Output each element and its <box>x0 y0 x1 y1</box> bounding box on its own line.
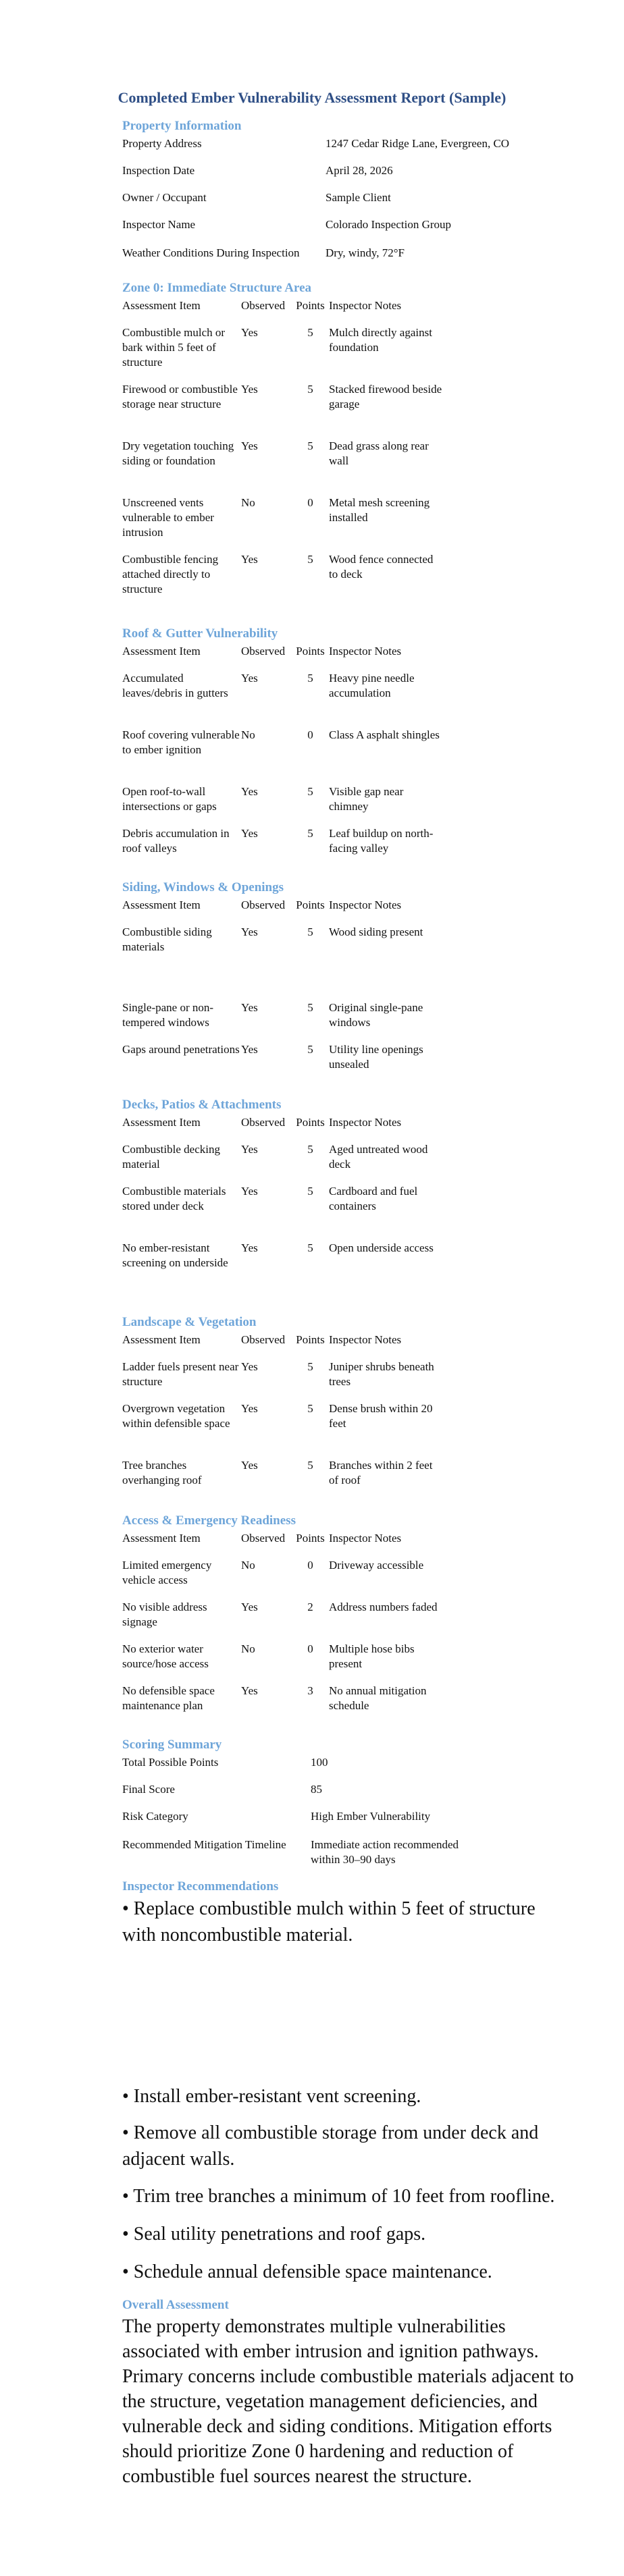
row-observed: Yes <box>241 1043 258 1056</box>
row-points: 5 <box>307 925 313 938</box>
row-points: 5 <box>307 1360 313 1373</box>
property-label: Owner / Occupant <box>122 191 207 204</box>
row-notes: Cardboard and fuel containers <box>329 1185 418 1212</box>
row-points: 5 <box>307 1001 313 1014</box>
property-heading: Property Information <box>122 119 242 133</box>
row-points: 5 <box>307 1043 313 1056</box>
row-item: Limited emergency vehicle access <box>122 1559 212 1586</box>
row-item: Combustible materials stored under deck <box>122 1185 226 1212</box>
column-header-item: Assessment Item <box>122 898 201 911</box>
row-notes: Utility line openings unsealed <box>329 1043 423 1071</box>
row-points: 0 <box>307 1642 313 1655</box>
row-item: Combustible siding materials <box>122 925 212 953</box>
column-header-item: Assessment Item <box>122 1116 201 1129</box>
row-item: Overgrown vegetation within defensible space <box>122 1402 230 1430</box>
row-notes: Driveway accessible <box>329 1559 424 1572</box>
row-item: Debris accumulation in roof valleys <box>122 827 230 855</box>
row-observed: Yes <box>241 326 258 339</box>
row-notes: Wood fence connected to deck <box>329 553 434 581</box>
row-notes: Metal mesh screening installed <box>329 496 430 524</box>
row-item: No visible address signage <box>122 1601 207 1628</box>
column-header-notes: Inspector Notes <box>329 1333 402 1346</box>
row-observed: Yes <box>241 1684 258 1697</box>
row-notes: Stacked firewood beside garage <box>329 383 442 410</box>
row-observed: Yes <box>241 383 258 396</box>
report-title: Completed Ember Vulnerability Assessment Report (Sample) <box>118 89 506 106</box>
row-points: 5 <box>307 326 313 339</box>
row-observed: Yes <box>241 1143 258 1156</box>
row-notes: No annual mitigation schedule <box>329 1684 427 1712</box>
section-heading: Siding, Windows & Openings <box>122 880 284 894</box>
section-heading: Roof & Gutter Vulnerability <box>122 626 278 641</box>
row-notes: Dense brush within 20 feet <box>329 1402 433 1430</box>
row-points: 0 <box>307 728 313 741</box>
row-points: 5 <box>307 672 313 685</box>
row-notes: Class A asphalt shingles <box>329 728 440 741</box>
row-item: No exterior water source/hose access <box>122 1642 209 1670</box>
column-header-observed: Observed <box>241 645 286 658</box>
scoring-label: Recommended Mitigation Timeline <box>122 1838 286 1851</box>
row-item: Dry vegetation touching siding or foundation <box>122 439 234 467</box>
recommendation-item: • Remove all combustible storage from under deck and adjacent walls. <box>122 2122 539 2170</box>
column-header-points: Points <box>296 1333 325 1346</box>
row-notes: Open underside access <box>329 1241 434 1254</box>
row-notes: Leaf buildup on north-facing valley <box>329 827 434 855</box>
scoring-heading: Scoring Summary <box>122 1738 222 1752</box>
column-header-points: Points <box>296 299 325 312</box>
column-header-observed: Observed <box>241 898 286 911</box>
recommendations-heading: Inspector Recommendations <box>122 1879 279 1894</box>
recommendation-item: • Install ember-resistant vent screening. <box>122 2086 421 2107</box>
property-label: Weather Conditions During Inspection <box>122 246 300 259</box>
scoring-label: Total Possible Points <box>122 1756 219 1769</box>
row-notes: Wood siding present <box>329 925 423 938</box>
row-observed: Yes <box>241 1459 258 1472</box>
row-points: 3 <box>307 1684 313 1697</box>
column-header-notes: Inspector Notes <box>329 1532 402 1545</box>
column-header-notes: Inspector Notes <box>329 299 402 312</box>
row-item: Open roof-to-wall intersections or gaps <box>122 785 217 813</box>
row-points: 0 <box>307 496 313 509</box>
row-observed: No <box>241 1642 255 1655</box>
section-heading: Access & Emergency Readiness <box>122 1513 296 1528</box>
row-notes: Dead grass along rear wall <box>329 439 429 467</box>
property-label: Inspection Date <box>122 164 195 177</box>
row-notes: Juniper shrubs beneath trees <box>329 1360 434 1388</box>
property-label: Property Address <box>122 137 202 150</box>
column-header-points: Points <box>296 645 325 658</box>
scoring-value: Immediate action recommended within 30–90 days <box>311 1838 459 1866</box>
column-header-item: Assessment Item <box>122 1532 201 1545</box>
scoring-label: Final Score <box>122 1783 175 1796</box>
row-notes: Multiple hose bibs present <box>329 1642 415 1670</box>
row-item: Ladder fuels present near structure <box>122 1360 239 1388</box>
row-observed: Yes <box>241 925 258 938</box>
column-header-observed: Observed <box>241 1333 286 1346</box>
row-notes: Aged untreated wood deck <box>329 1143 428 1171</box>
recommendation-item: • Trim tree branches a minimum of 10 feet from roofline. <box>122 2186 555 2207</box>
row-observed: Yes <box>241 1402 258 1415</box>
property-value: Dry, windy, 72°F <box>326 246 405 259</box>
row-item: Tree branches overhanging roof <box>122 1459 202 1486</box>
property-label: Inspector Name <box>122 218 196 231</box>
row-notes: Address numbers faded <box>329 1601 438 1613</box>
scoring-value: 85 <box>311 1783 322 1796</box>
property-value: Sample Client <box>326 191 391 204</box>
property-value: 1247 Cedar Ridge Lane, Evergreen, CO <box>326 137 510 150</box>
scoring-value: High Ember Vulnerability <box>311 1810 431 1823</box>
row-points: 5 <box>307 1185 313 1198</box>
recommendation-item: • Seal utility penetrations and roof gaps. <box>122 2224 426 2245</box>
row-observed: Yes <box>241 1241 258 1254</box>
property-value: April 28, 2026 <box>326 164 393 177</box>
overall-heading: Overall Assessment <box>122 2298 229 2312</box>
row-notes: Mulch directly against foundation <box>329 326 432 354</box>
row-item: Accumulated leaves/debris in gutters <box>122 672 228 699</box>
row-item: Single-pane or non-tempered windows <box>122 1001 214 1029</box>
row-notes: Heavy pine needle accumulation <box>329 672 415 699</box>
row-observed: No <box>241 728 255 741</box>
row-points: 5 <box>307 383 313 396</box>
section-heading: Zone 0: Immediate Structure Area <box>122 281 312 295</box>
section-heading: Decks, Patios & Attachments <box>122 1098 282 1112</box>
row-item: No ember-resistant screening on underside <box>122 1241 228 1269</box>
row-observed: Yes <box>241 1001 258 1014</box>
row-notes: Branches within 2 feet of roof <box>329 1459 433 1486</box>
row-observed: Yes <box>241 785 258 798</box>
row-observed: Yes <box>241 1185 258 1198</box>
row-observed: Yes <box>241 439 258 452</box>
row-observed: No <box>241 496 255 509</box>
overall-text: The property demonstrates multiple vulnerabilities associated with ember intrusion and ignition pathways. Primary concerns include combustible materials adjacent to the structure, vegetation management deficiencies, and vulnerable deck and siding conditions. Mitigation efforts should prioritize Zone 0 hardening and reduction of combustible fuel sources nearest the structure. <box>122 2316 574 2487</box>
row-observed: No <box>241 1559 255 1572</box>
column-header-notes: Inspector Notes <box>329 645 402 658</box>
column-header-observed: Observed <box>241 1116 286 1129</box>
row-points: 0 <box>307 1559 313 1572</box>
column-header-observed: Observed <box>241 299 286 312</box>
column-header-observed: Observed <box>241 1532 286 1545</box>
row-item: No defensible space maintenance plan <box>122 1684 215 1712</box>
column-header-points: Points <box>296 1532 325 1545</box>
row-item: Combustible decking material <box>122 1143 220 1171</box>
row-points: 5 <box>307 785 313 798</box>
row-observed: Yes <box>241 553 258 566</box>
row-observed: Yes <box>241 1360 258 1373</box>
column-header-item: Assessment Item <box>122 645 201 658</box>
row-observed: Yes <box>241 827 258 840</box>
section-heading: Landscape & Vegetation <box>122 1315 257 1329</box>
column-header-points: Points <box>296 1116 325 1129</box>
column-header-notes: Inspector Notes <box>329 1116 402 1129</box>
row-points: 5 <box>307 827 313 840</box>
row-item: Firewood or combustible storage near structure <box>122 383 238 410</box>
scoring-label: Risk Category <box>122 1810 188 1823</box>
recommendation-item: • Replace combustible mulch within 5 feet of structure with noncombustible material. <box>122 1898 536 1946</box>
row-points: 5 <box>307 553 313 566</box>
row-points: 5 <box>307 1402 313 1415</box>
row-item: Roof covering vulnerable to ember ignition <box>122 728 240 756</box>
row-points: 5 <box>307 439 313 452</box>
row-points: 5 <box>307 1143 313 1156</box>
row-item: Gaps around penetrations <box>122 1043 240 1056</box>
row-item: Unscreened vents vulnerable to ember intrusion <box>122 496 214 539</box>
column-header-notes: Inspector Notes <box>329 898 402 911</box>
property-value: Colorado Inspection Group <box>326 218 452 231</box>
row-notes: Visible gap near chimney <box>329 785 404 813</box>
recommendation-item: • Schedule annual defensible space maintenance. <box>122 2261 492 2282</box>
row-item: Combustible fencing attached directly to structure <box>122 553 219 595</box>
row-points: 5 <box>307 1459 313 1472</box>
row-item: Combustible mulch or bark within 5 feet of structure <box>122 326 226 369</box>
column-header-item: Assessment Item <box>122 1333 201 1346</box>
row-points: 2 <box>307 1601 313 1613</box>
column-header-points: Points <box>296 898 325 911</box>
row-observed: Yes <box>241 1601 258 1613</box>
row-points: 5 <box>307 1241 313 1254</box>
scoring-value: 100 <box>311 1756 328 1769</box>
column-header-item: Assessment Item <box>122 299 201 312</box>
row-notes: Original single-pane windows <box>329 1001 423 1029</box>
row-observed: Yes <box>241 672 258 685</box>
